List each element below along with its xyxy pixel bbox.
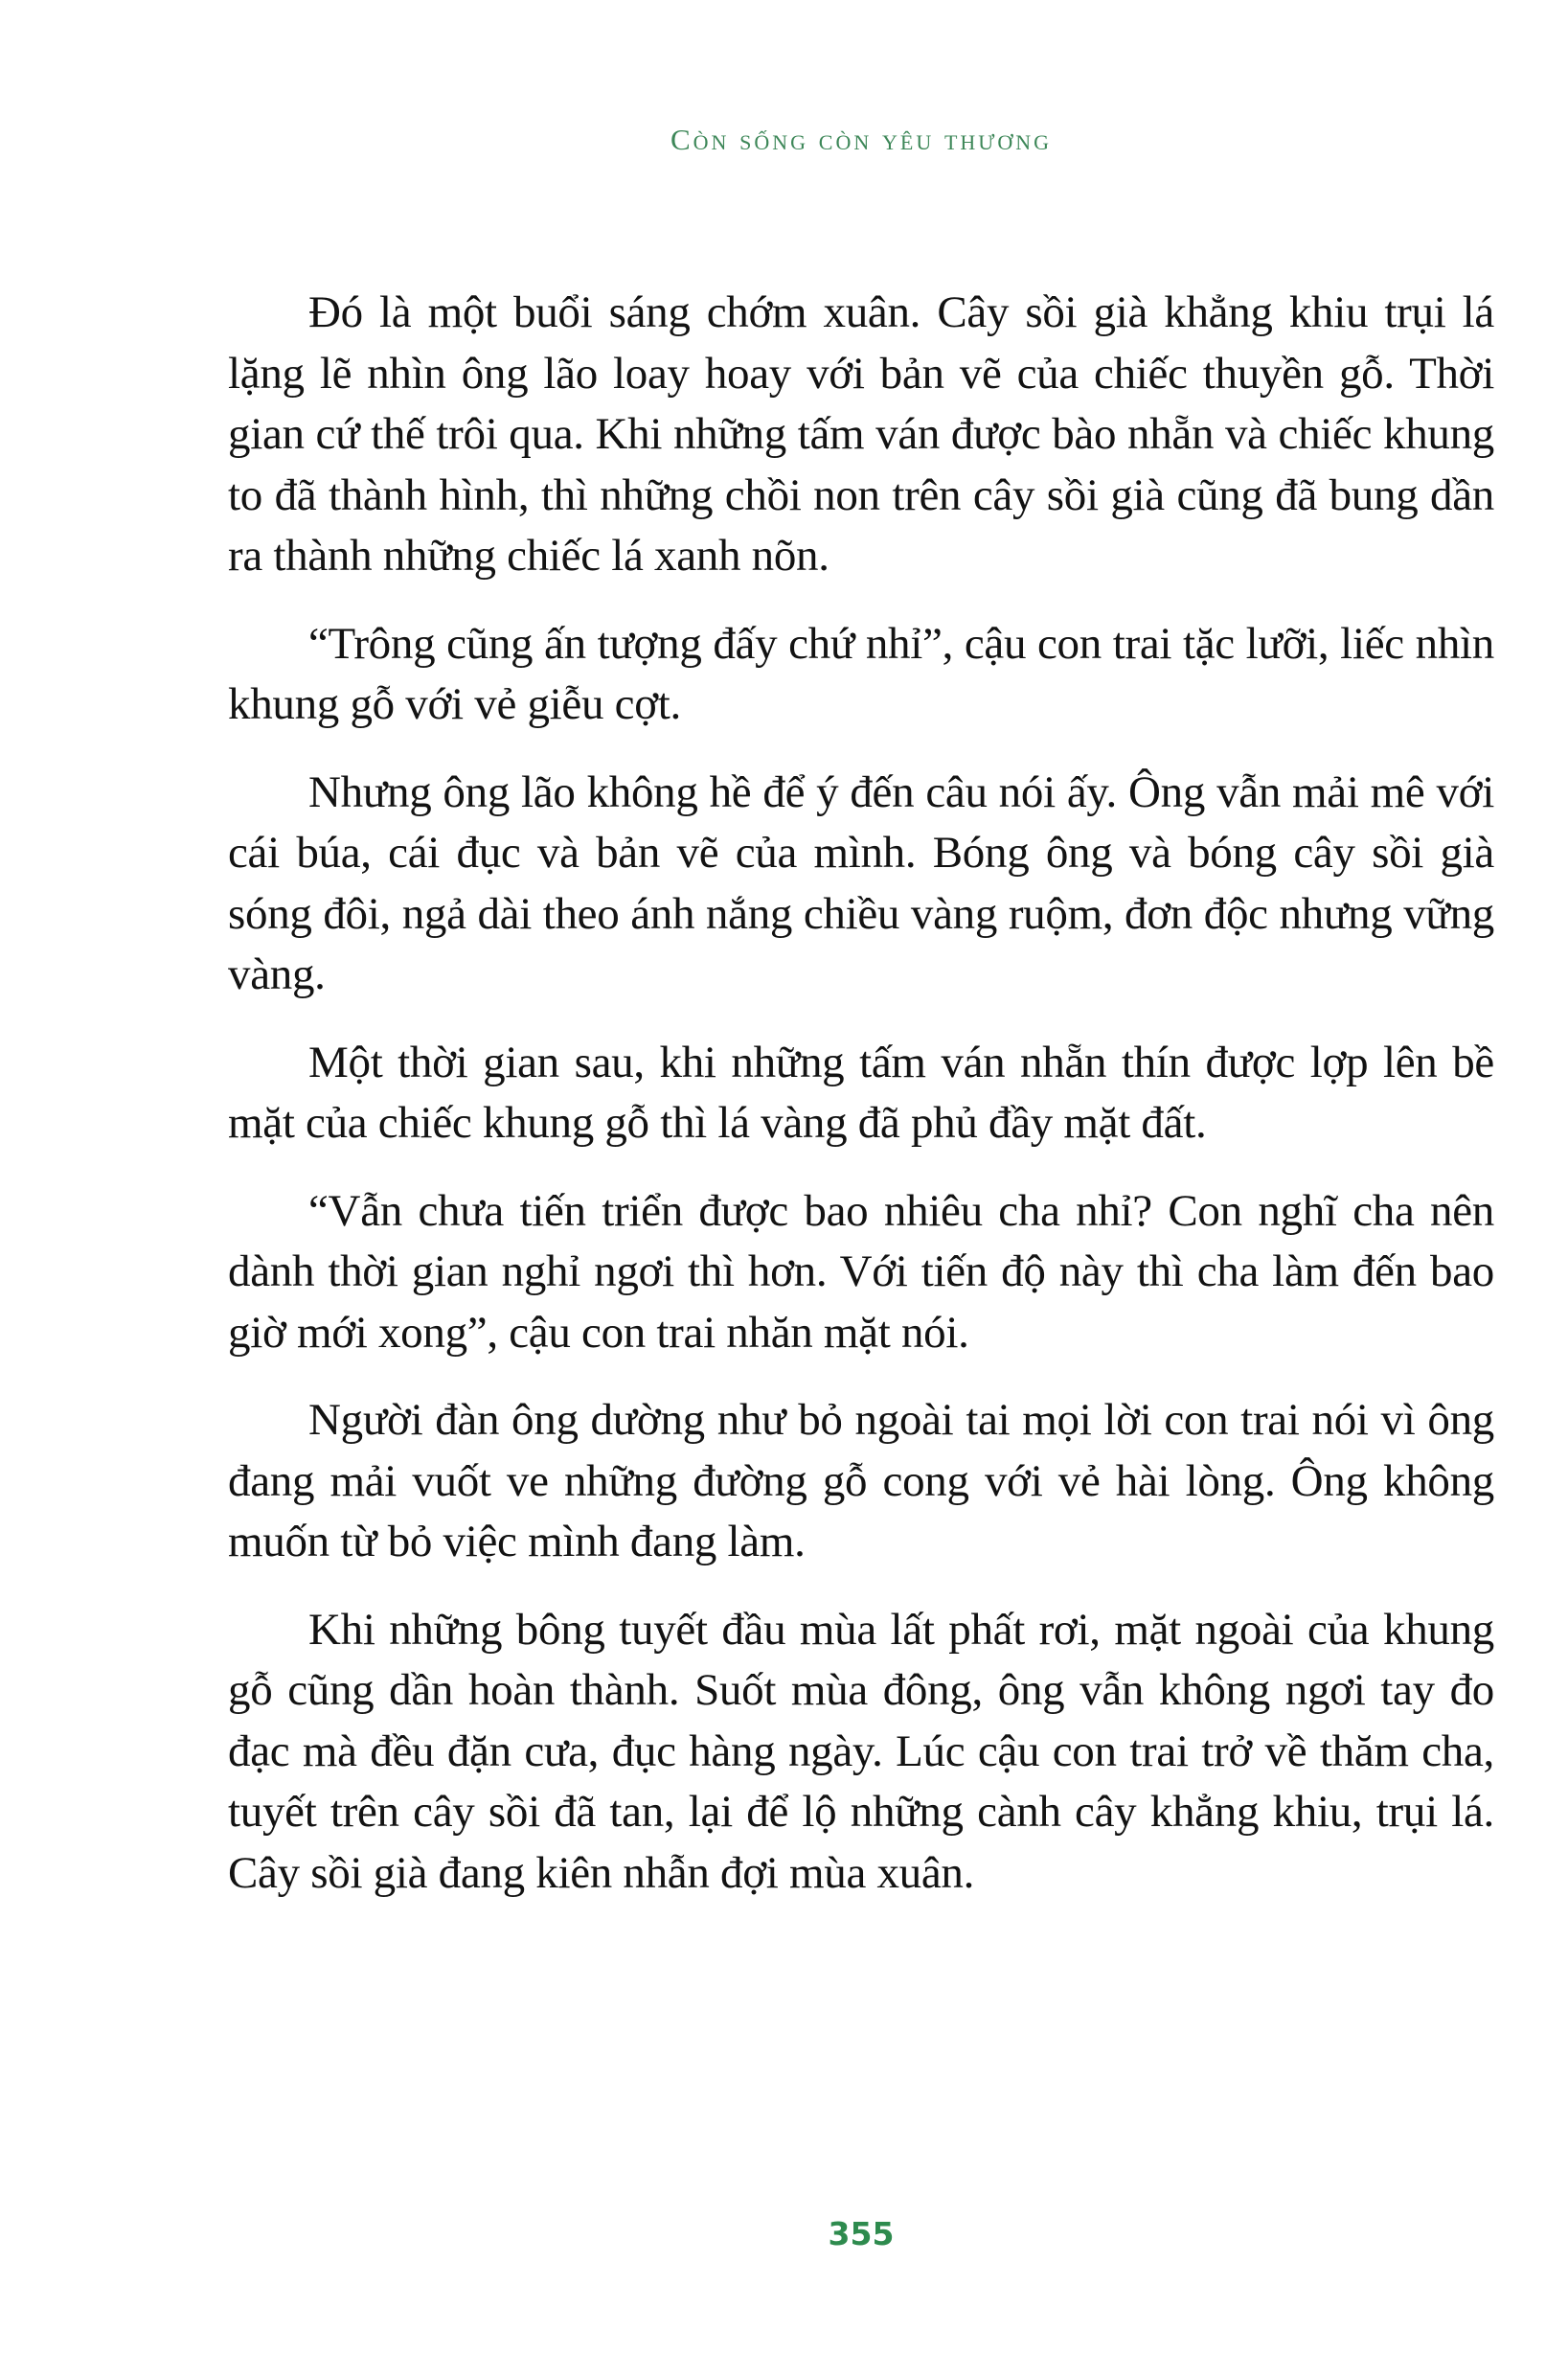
paragraph-5: “Vẫn chưa tiến triển được bao nhiêu cha nhỉ? Con nghĩ cha nên dành thời gian nghỉ ngơi thì hơn. Với tiến độ này thì cha làm đến bao giờ mới xong”, cậu con trai nhăn mặt nói. bbox=[228, 1185, 1494, 1358]
page-number: 355 bbox=[828, 2215, 895, 2252]
paragraph-6: Người đàn ông dường như bỏ ngoài tai mọi lời con trai nói vì ông đang mải vuốt ve những đường gỗ cong với vẻ hài lòng. Ông không muốn từ bỏ việc mình đang làm. bbox=[228, 1395, 1494, 1566]
paragraph-3: Nhưng ông lão không hề để ý đến câu nói ấy. Ông vẫn mải mê với cái búa, cái đục và bản vẽ của mình. Bóng ông và bóng cây sồi già sóng đôi, ngả dài theo ánh nắng chiều vàng ruộm, đơn độc nhưng vững vàng. bbox=[228, 766, 1494, 999]
paragraph-2: “Trông cũng ấn tượng đấy chứ nhỉ”, cậu con trai tặc lưỡi, liếc nhìn khung gỗ với vẻ giễu cợt. bbox=[228, 618, 1494, 729]
paragraph-7: Khi những bông tuyết đầu mùa lất phất rơi, mặt ngoài của khung gỗ cũng dần hoàn thành. Suốt mùa đông, ông vẫn không ngơi tay đo đạc mà đều đặn cưa, đục hàng ngày. Lúc cậu con trai trở về thăm cha, tuyết trên cây sồi đã tan, lại để lộ những cành cây khẳng khiu, trụi lá. Cây sồi già đang kiên nhẫn đợi mùa xuân. bbox=[228, 1604, 1494, 1898]
running-header-title: Còn sống còn yêu thương bbox=[670, 123, 1053, 156]
body-text-column bbox=[228, 283, 1494, 1931]
paragraph-1: Đó là một buổi sáng chớm xuân. Cây sồi già khẳng khiu trụi lá lặng lẽ nhìn ông lão loay hoay với bản vẽ của chiếc thuyền gỗ. Thời gian cứ thế trôi qua. Khi những tấm ván được bào nhẵn và chiếc khung to đã thành hình, thì những chồi non trên cây sồi già cũng đã bung dần ra thành những chiếc lá xanh nõn. bbox=[228, 287, 1494, 581]
paragraph-4: Một thời gian sau, khi những tấm ván nhẵn thín được lợp lên bề mặt của chiếc khung gỗ thì lá vàng đã phủ đầy mặt đất. bbox=[228, 1037, 1494, 1148]
